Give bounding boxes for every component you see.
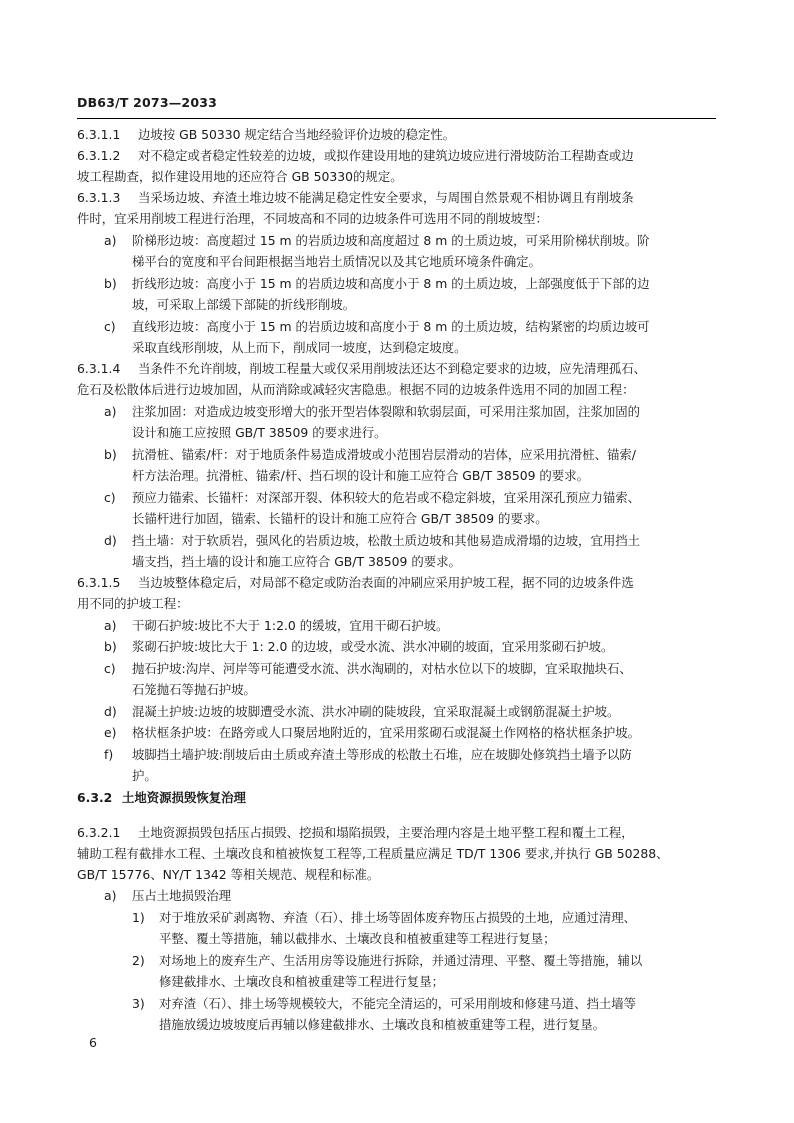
paragraph-line: 用不同的护坡工程： xyxy=(77,596,189,611)
list-item-text: 注浆加固：对造成边坡变形增大的张开型岩体裂隙和软弱层面，可采用注浆加固，注浆加固的 xyxy=(132,404,641,419)
clause-text: 当采场边坡、弃渣土堆边坡不能满足稳定性安全要求，与周围自然景观不相协调且有削坡条 xyxy=(138,190,634,205)
list-marker: d) xyxy=(104,704,117,719)
list-item-continuation: 墙支挡，挡土墙的设计和施工应符合 GB/T 38509 的要求。 xyxy=(132,554,461,569)
clause-number: 6.3.1.3 xyxy=(77,190,121,205)
clause-text: 边坡按 GB 50330 规定结合当地经验评价边坡的稳定性。 xyxy=(138,127,456,142)
paragraph-line: 坡工程勘查，拟作建设用地的还应符合 GB 50330的规定。 xyxy=(77,169,403,184)
list-marker: b) xyxy=(104,639,117,654)
list-marker: f) xyxy=(104,747,114,762)
list-item-continuation: 护。 xyxy=(132,768,157,783)
list-item-continuation: 长锚杆进行加固，锚索、长锚杆的设计和施工应符合 GB/T 38509 的要求。 xyxy=(132,511,548,526)
list-item-text: 直线形边坡：高度小于 15 m 的岩质边坡和高度小于 8 m 的土质边坡，结构紧密的均质边坡可 xyxy=(132,319,650,334)
sublist-item-text: 对弃渣（石）、排土场等规模较大，不能完全清运的，可采用削坡和修建马道、挡土墙等 xyxy=(159,996,637,1011)
list-item-continuation: 采取直线形削坡，从上而下，削成同一坡度，达到稳定坡度。 xyxy=(132,340,467,355)
clause-text: 当边坡整体稳定后，对局部不稳定或防治表面的冲刷应采用护坡工程，据不同的边坡条件选 xyxy=(138,575,634,590)
list-marker: b) xyxy=(104,276,117,291)
section-heading: 土地资源损毁恢复治理 xyxy=(122,790,246,805)
list-item-text: 挡土墙：对于软质岩，强风化的岩质边坡，松散土质边坡和其他易造成滑塌的边坡，宜用挡土 xyxy=(132,533,641,548)
list-item-text: 抛石护坡:沟岸、河岸等可能遭受水流、洪水淘刷的，对枯水位以下的坡脚，宜采取抛块石、 xyxy=(132,661,632,676)
list-marker: c) xyxy=(104,661,116,676)
sublist-item-text: 对于堆放采矿剥离物、弃渣（石）、排土场等固体废弃物压占损毁的土地，应通过清理、 xyxy=(159,910,637,925)
list-marker: a) xyxy=(104,618,117,633)
list-item-text: 阶梯形边坡：高度超过 15 m 的岩质边坡和高度超过 8 m 的土质边坡，可采用阶梯状削坡。阶 xyxy=(132,233,650,248)
list-item-text: 抗滑桩、锚索/杆：对于地质条件易造成滑坡或小范围岩层滑动的岩体，应采用抗滑桩、锚索/ xyxy=(132,447,636,462)
list-item-continuation: 设计和施工应按照 GB/T 38509 的要求进行。 xyxy=(132,425,387,440)
paragraph-line: 辅助工程有截排水工程、土壤改良和植被恢复工程等,工程质量应满足 TD/T 1306 要求,并执行 GB 50288、 xyxy=(77,846,669,861)
list-item-text: 预应力锚索、长锚杆：对深部开裂、体积较大的危岩或不稳定斜坡，宜采用深孔预应力锚索、 xyxy=(132,490,641,505)
list-marker: a) xyxy=(104,233,117,248)
sublist-marker: 3) xyxy=(132,996,145,1011)
list-item-text: 干砌石护坡:坡比不大于 1:2.0 的缓坡，宜用干砌石护坡。 xyxy=(132,618,449,633)
sublist-marker: 1) xyxy=(132,910,145,925)
list-item-continuation: 坡，可采取上部缓下部陡的折线形削坡。 xyxy=(132,297,356,312)
paragraph-line: 件时，宜采用削坡工程进行治理，不同坡高和不同的边坡条件可选用不同的削坡坡型： xyxy=(77,211,548,226)
list-marker: c) xyxy=(104,319,116,334)
sublist-item-continuation: 平整、覆土等措施，辅以截排水、土壤改良和植被重建等工程进行复垦； xyxy=(159,931,556,946)
section-number: 6.3.2 xyxy=(77,790,113,805)
list-marker: b) xyxy=(104,447,117,462)
clause-number: 6.3.1.5 xyxy=(77,575,121,590)
list-item-text: 折线形边坡：高度小于 15 m 的岩质边坡和高度小于 8 m 的土质边坡，上部强度低于下部的边 xyxy=(132,276,650,291)
list-marker: d) xyxy=(104,533,117,548)
clause-number: 6.3.1.4 xyxy=(77,361,121,376)
list-marker: a) xyxy=(104,888,117,903)
list-item-text: 格状框条护坡：在路旁或人口聚居地附近的，宜采用浆砌石或混凝土作网格的格状框条护坡。 xyxy=(132,725,641,740)
sublist-item-continuation: 修建截排水、土壤改良和植被重建等工程进行复垦； xyxy=(159,974,444,989)
list-marker: a) xyxy=(104,404,117,419)
document-code: DB63/T 2073—2033 xyxy=(77,95,218,110)
paragraph-line: GB/T 15776、NY/T 1342 等相关规范、规程和标准。 xyxy=(77,867,380,882)
clause-text: 对不稳定或者稳定性较差的边坡，或拟作建设用地的建筑边坡应进行滑坡防治工程勘查或边 xyxy=(138,148,634,163)
clause-number: 6.3.2.1 xyxy=(77,825,121,840)
list-item-text: 坡脚挡土墙护坡:削坡后由土质或弃渣土等形成的松散土石堆，应在坡脚处修筑挡土墙予以防 xyxy=(132,747,632,762)
clause-number: 6.3.1.2 xyxy=(77,148,121,163)
list-marker: e) xyxy=(104,725,117,740)
list-item-continuation: 梯平台的宽度和平台间距根据当地岩土质情况以及其它地质环境条件确定。 xyxy=(132,254,541,269)
list-item-text: 浆砌石护坡:坡比大于 1: 2.0 的边坡，或受水流、洪水冲刷的坡面，宜采用浆砌石护坡。 xyxy=(132,639,614,654)
list-marker: c) xyxy=(104,490,116,505)
page-number: 6 xyxy=(89,1035,97,1050)
clause-number: 6.3.1.1 xyxy=(77,127,121,142)
sublist-item-continuation: 措施放缓边坡坡度后再辅以修建截排水、土壤改良和植被重建等工程，进行复垦。 xyxy=(159,1017,606,1032)
list-item-continuation: 杆方法治理。抗滑桩、锚索/杆、挡石坝的设计和施工应符合 GB/T 38509 的要求。 xyxy=(132,468,589,483)
sublist-item-text: 对场地上的废弃生产、生活用房等设施进行拆除，并通过清理、平整、覆土等措施，辅以 xyxy=(159,953,643,968)
list-item-text: 压占土地损毁治理 xyxy=(132,888,232,903)
header-rule xyxy=(77,118,716,119)
sublist-marker: 2) xyxy=(132,953,145,968)
paragraph-line: 危石及松散体后进行边坡加固，从而消除或减轻灾害隐患。根据不同的边坡条件选用不同的加固工程： xyxy=(77,382,635,397)
clause-text: 当条件不允许削坡，削坡工程量大或仅采用削坡法还达不到稳定要求的边坡，应先清理孤石、 xyxy=(138,361,647,376)
list-item-text: 混凝土护坡:边坡的坡脚遭受水流、洪水冲刷的陡坡段，宜采取混凝土或钢筋混凝土护坡。 xyxy=(132,704,620,719)
clause-text: 土地资源损毁包括压占损毁、挖损和塌陷损毁，主要治理内容是土地平整工程和覆土工程， xyxy=(138,825,634,840)
list-item-continuation: 石笼抛石等抛石护坡。 xyxy=(132,682,256,697)
